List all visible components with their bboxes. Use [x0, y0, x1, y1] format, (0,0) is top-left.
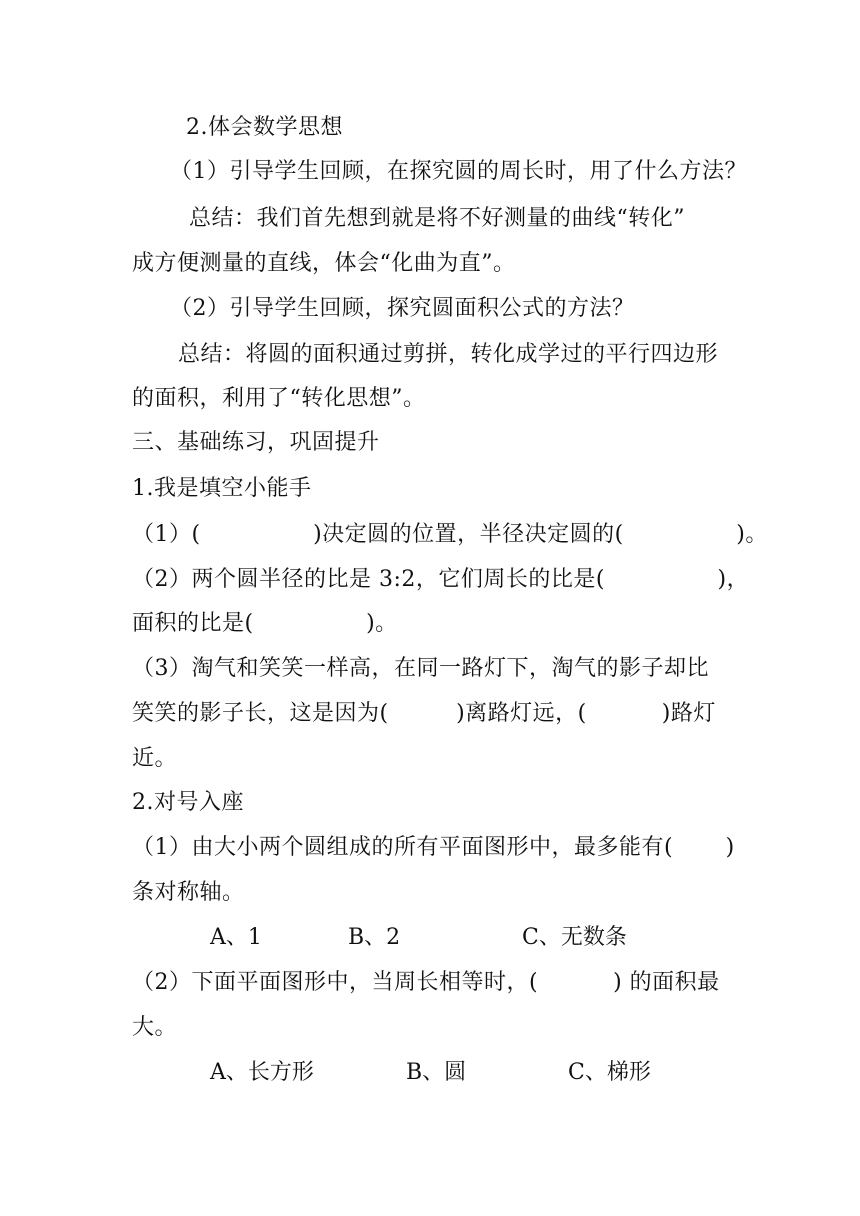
section-heading-math-thinking: 2.体会数学思想 — [186, 115, 343, 140]
section-heading-practice: 三、基础练习，巩固提升 — [132, 430, 380, 455]
choice-2-option-b: B、圆 — [406, 1060, 467, 1085]
subheading-multiple-choice: 2.对号入座 — [132, 790, 244, 815]
fill-blank-question-2-line-1: （2）两个圆半径的比是 3:2，它们周长的比是( )， — [132, 567, 750, 592]
choice-1-option-c: C、无数条 — [522, 925, 627, 950]
choice-2-option-c: C、梯形 — [568, 1060, 651, 1085]
choice-1-option-a: A、1 — [210, 925, 262, 950]
choice-question-2-line-2: 大。 — [132, 1015, 178, 1040]
fill-blank-question-3-line-3: 近。 — [132, 746, 178, 771]
choice-question-1-line-2: 条对称轴。 — [132, 880, 245, 905]
choice-1-option-b: B、2 — [348, 925, 401, 950]
question-area-method: （2）引导学生回顾，探究圆面积公式的方法？ — [170, 296, 635, 321]
question-perimeter-method: （1）引导学生回顾，在探究圆的周长时，用了什么方法？ — [170, 159, 747, 184]
summary-line-2: 成方便测量的直线，体会“化曲为直”。 — [132, 251, 516, 276]
choice-2-option-a: A、长方形 — [210, 1060, 314, 1085]
choice-question-2-line-1: （2）下面平面图形中，当周长相等时，( ) 的面积最 — [132, 970, 720, 995]
fill-blank-question-3-line-1: （3）淘气和笑笑一样高，在同一路灯下，淘气的影子却比 — [132, 656, 709, 681]
fill-blank-question-1: （1）( )决定圆的位置，半径决定圆的( )。 — [132, 522, 768, 547]
summary-line-1: 总结：我们首先想到就是将不好测量的曲线“转化” — [189, 206, 685, 231]
summary-area-line-1: 总结：将圆的面积通过剪拼，转化成学过的平行四边形 — [178, 342, 719, 367]
fill-blank-question-2-line-2: 面积的比是( )。 — [132, 611, 398, 636]
fill-blank-question-3-line-2: 笑笑的影子长，这是因为( )离路灯远，( )路灯 — [132, 701, 716, 726]
subheading-fill-blank: 1.我是填空小能手 — [132, 476, 312, 501]
choice-question-1-line-1: （1）由大小两个圆组成的所有平面图形中，最多能有( ) — [132, 835, 735, 860]
summary-area-line-2: 的面积，利用了“转化思想”。 — [132, 386, 426, 411]
